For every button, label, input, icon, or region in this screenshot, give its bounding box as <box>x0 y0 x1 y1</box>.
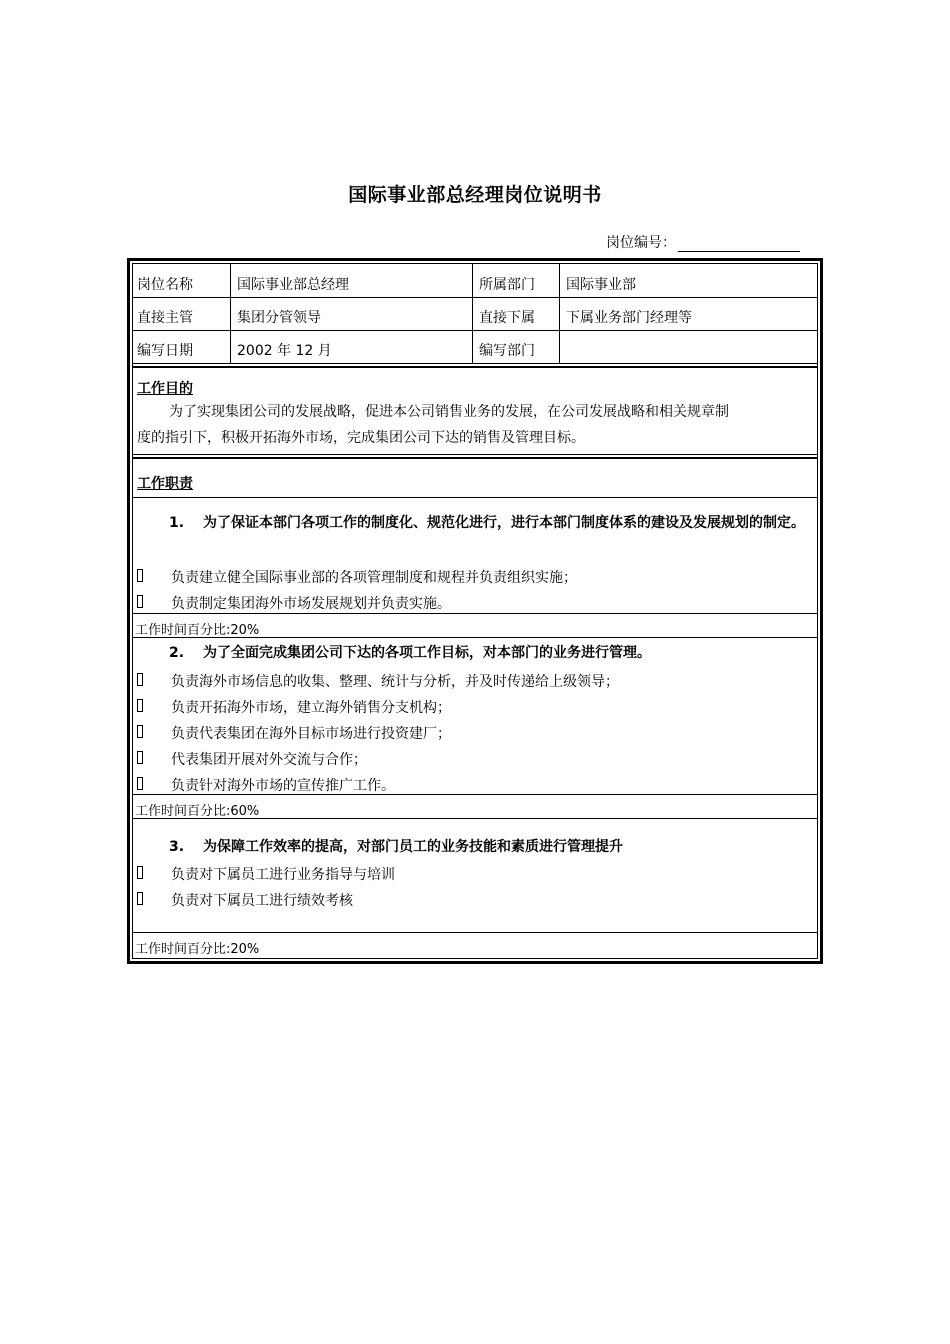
duty-item-2-title <box>169 640 819 666</box>
duty-item-1-percent: 工作时间百分比:20% <box>135 623 260 638</box>
duty-item-1-text: 为了保证本部门各项工作的制度化、规范化进行，进行本部门制度体系的建设及发展规划的制定。 <box>203 515 805 531</box>
duties-heading: 工作职责 <box>137 476 193 492</box>
value-position-name: 国际事业部总经理 <box>237 277 349 293</box>
bullet-icon <box>137 595 143 608</box>
duty-item-2-number: 2. <box>169 645 185 661</box>
label-authoring-department: 编写部门 <box>479 343 535 359</box>
label-date: 编写日期 <box>137 343 193 359</box>
bullet-icon <box>137 751 143 764</box>
duty-item-3-number: 3. <box>169 839 185 855</box>
duty-item-3-title <box>169 834 819 860</box>
position-code-blank <box>678 235 800 252</box>
bullet-icon <box>137 673 143 686</box>
duty-item-1-number: 1. <box>169 515 185 531</box>
position-code <box>606 232 800 252</box>
position-code-label: 岗位编号： <box>606 235 676 251</box>
job-description-table: 岗位名称 国际事业部总经理 所属部门 国际事业部 直接主管 集团分管领导 直接下属 下属业务部门经理等 编写日期 2002 年 12 月 编写部门 工作目的 为了实现集团公司的发展战略，促进本公司销售业务的发展，在公司发展战略和相关规章制 度的指引下，积极开拓海外市场，完成集团公司下达的销售及管理目标。 工作职责 1. 为了保证本部门各项工作的制度化、规范化进行，进行本部门制度体系的建设及发展规划的制定。 负责建立健全国际事业部的各项管理制度和规程并负责组织实施； 负责制定集团海外市场发展规划并负责实施。 工作时间百分比:20% 2. 为了全面完成集团公司下达的各项工作目标，对本部门的业务进行管理。 负责海外市场信息的收集、整理、统计与分析，并及时传递给上级领导； 负责开拓海外市场，建立海外销售分支机构； 负责代表集团在海外目标市场进行投资建厂； 代表集团开展对外交流与合作； 负责针对海外市场的宣传推广工作。 工作时间百分比:60% 3. 为保障工作效率的提高，对部门员工的业务技能和素质进行管理提升 负责对下属员工进行业务指导与培训 负责对下属员工进行绩效考核 工作时间百分比:20% <box>127 258 823 964</box>
bullet-icon <box>137 866 143 879</box>
label-direct-supervisor: 直接主管 <box>137 310 193 326</box>
purpose-line-2: 度的指引下，积极开拓海外市场，完成集团公司下达的销售及管理目标。 <box>137 430 585 446</box>
value-direct-subordinates: 下属业务部门经理等 <box>566 310 692 326</box>
label-position-name: 岗位名称 <box>137 277 193 293</box>
duty-item-2-text: 为了全面完成集团公司下达的各项工作目标，对本部门的业务进行管理。 <box>203 645 651 661</box>
purpose-line-1: 为了实现集团公司的发展战略，促进本公司销售业务的发展，在公司发展战略和相关规章制 <box>169 404 729 420</box>
bullet-icon <box>137 892 143 905</box>
duty-item-2-percent: 工作时间百分比:60% <box>135 804 260 819</box>
bullet-icon <box>137 725 143 738</box>
duty-item-3-percent: 工作时间百分比:20% <box>135 942 260 957</box>
purpose-heading: 工作目的 <box>137 381 193 397</box>
bullet-icon <box>137 699 143 712</box>
duty-item-1-title <box>169 510 819 562</box>
value-department: 国际事业部 <box>566 277 636 293</box>
duty-item-3-text: 为保障工作效率的提高，对部门员工的业务技能和素质进行管理提升 <box>203 839 623 855</box>
bullet-icon <box>137 569 143 582</box>
label-department: 所属部门 <box>479 277 535 293</box>
value-date: 2002 年 12 月 <box>237 343 332 359</box>
document-title: 国际事业部总经理岗位说明书 <box>348 184 602 206</box>
label-direct-subordinates: 直接下属 <box>479 310 535 326</box>
bullet-icon <box>137 777 143 790</box>
value-direct-supervisor: 集团分管领导 <box>237 310 321 326</box>
